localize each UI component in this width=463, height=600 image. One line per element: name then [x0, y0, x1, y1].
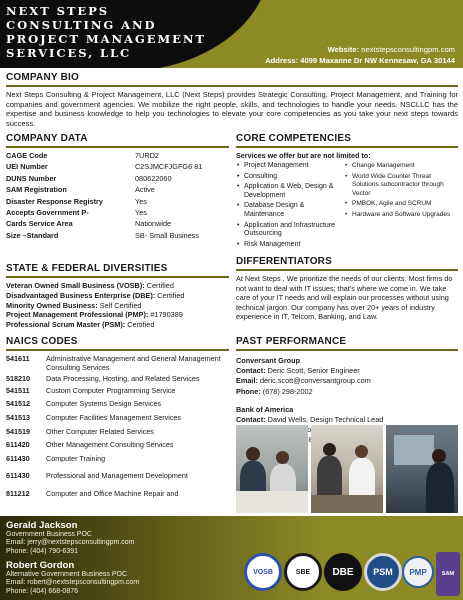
- diversity-value: Certified: [127, 320, 155, 330]
- company-data-row: [6, 150, 229, 161]
- past-performance-entry: [236, 356, 458, 397]
- data-value: SB- Small Business: [135, 230, 200, 240]
- presentation-screen: [394, 435, 434, 465]
- data-value: 080622060: [135, 173, 172, 183]
- person-body: [426, 463, 454, 513]
- contact-phone: (678) 298-2002: [262, 386, 313, 396]
- naics-code: 611430: [6, 471, 30, 481]
- naics-row: [6, 387, 229, 396]
- email-label: Email:: [236, 376, 258, 386]
- person-head: [432, 449, 446, 463]
- person-head: [276, 451, 289, 464]
- data-key: Cards Service Area: [6, 219, 73, 229]
- contact-name: Deric Scott, Senior Engineer: [267, 366, 360, 376]
- team-meeting-photo: [236, 425, 308, 513]
- diversity-value: #1790389: [150, 310, 183, 320]
- data-value: 7URD2: [135, 151, 159, 160]
- core-item: • World Wide Counter Threat Solutions subcontractor through Vector: [344, 173, 454, 199]
- data-value: Yes: [135, 208, 147, 218]
- diversity-value: Self Certified: [99, 300, 142, 310]
- core-competencies-title: CORE COMPETENCIES: [236, 133, 352, 144]
- company-data-row: [6, 173, 229, 184]
- core-item: • Hardware and Software Upgrades: [344, 211, 454, 220]
- naics-desc: Other Management Consulting Services: [46, 440, 174, 450]
- naics-title: NAICS CODES: [6, 336, 78, 347]
- company-name: NEXT STEPS CONSULTING AND PROJECT MANAGEMENT SERVICES, LLC: [6, 4, 206, 60]
- person-body: [349, 458, 375, 498]
- core-list-right: [344, 162, 454, 251]
- data-value: Nationwide: [135, 219, 172, 229]
- contact-label: Contact:: [236, 366, 266, 376]
- desk-surface: [236, 491, 308, 513]
- company-data-section: [6, 133, 229, 241]
- poc-email[interactable]: Email: jerry@nextstepsconsultingpm.com: [6, 539, 135, 547]
- core-item: • Project Management: [236, 162, 344, 171]
- naics-code: 611420: [6, 440, 30, 450]
- diversity-key: Disadvantaged Business Enterprise (DBE):: [6, 290, 156, 300]
- address-text: 4099 Maxanne Dr NW Kennesaw, GA 30144: [300, 56, 455, 65]
- sam-badge-icon: SAM: [436, 552, 460, 596]
- poc-alternate: [6, 560, 139, 596]
- company-bio-title: COMPANY BIO: [6, 72, 79, 83]
- client-name: Conversant Group: [236, 356, 301, 365]
- section-divider: [236, 349, 458, 351]
- data-key: Size –Standard: [6, 230, 59, 240]
- core-competencies-section: [236, 133, 458, 251]
- company-data-row: [6, 184, 229, 195]
- diversity-row: [6, 310, 229, 320]
- section-divider: [236, 146, 458, 148]
- header-contact: [265, 44, 455, 66]
- diversity-row: [6, 281, 229, 291]
- diversity-value: Certified: [157, 290, 185, 300]
- naics-code: 541512: [6, 399, 30, 409]
- naics-desc: Professional and Management Development: [46, 471, 188, 481]
- company-data-title: COMPANY DATA: [6, 133, 88, 144]
- naics-desc: Custom Computer Programming Service: [46, 385, 176, 395]
- data-key: Accepts Government P-: [6, 208, 89, 218]
- naics-desc: Administrative Management and General Management Consulting Services: [46, 354, 221, 372]
- naics-row: [6, 472, 229, 481]
- poc-role: Alternative Government Business POC: [6, 571, 127, 578]
- diversity-value: Certified: [146, 281, 174, 290]
- diversities-title: STATE & FEDERAL DIVERSITIES: [6, 263, 168, 274]
- core-item: • Database Design & Maintenance: [236, 202, 344, 219]
- poc-phone: Phone: (404) 790-6391: [6, 547, 78, 555]
- section-divider: [6, 146, 229, 148]
- data-key: UEI Number: [6, 162, 48, 172]
- core-item: • Application & Web, Design & Development: [236, 183, 344, 200]
- naics-code: 541519: [6, 426, 30, 436]
- data-key: DUNS Number: [6, 173, 57, 183]
- core-item: • Application and Infrastructure Outsourcing: [236, 222, 344, 239]
- naics-row: [6, 428, 229, 437]
- psm-badge-icon: PSM: [364, 553, 402, 591]
- data-value: Yes: [135, 196, 147, 206]
- header-banner: [0, 0, 463, 68]
- client-name: Bank of America: [236, 404, 294, 414]
- diversity-key: Project Management Professional (PMP):: [6, 310, 149, 320]
- diversity-key: Professional Scrum Master (PSM):: [6, 320, 126, 330]
- dbe-badge-icon: DBE: [324, 553, 362, 591]
- differentiators-section: [236, 256, 458, 322]
- naics-row: [6, 414, 229, 423]
- diversity-key: Veteran Owned Small Business (VOSB):: [6, 281, 145, 290]
- phone-label: Phone:: [236, 386, 261, 396]
- naics-code: 541511: [6, 385, 30, 395]
- contact-label: Contact:: [236, 415, 266, 425]
- address-label: Address:: [265, 56, 299, 65]
- diversity-row: [6, 320, 229, 330]
- data-key: SAM Registration: [6, 185, 67, 195]
- contact-email[interactable]: deric.scott@conversantgroup.com: [259, 376, 371, 386]
- poc-role: Government Business POC: [6, 531, 92, 538]
- naics-desc: Computer Facilities Management Services: [46, 412, 182, 422]
- diversity-row: [6, 291, 229, 301]
- naics-desc: Computer Systems Design Services: [46, 399, 162, 409]
- person-body: [317, 456, 342, 496]
- company-data-row: [6, 207, 229, 218]
- company-data-row: [6, 218, 229, 229]
- past-performance-title: PAST PERFORMANCE: [236, 336, 347, 347]
- office-collaboration-photo: [311, 425, 383, 513]
- naics-code: 518210: [6, 374, 30, 384]
- person-head: [355, 445, 368, 458]
- naics-row: [6, 355, 229, 372]
- desk-surface: [311, 495, 383, 513]
- naics-desc: Computer Training: [46, 453, 106, 463]
- company-data-row: [6, 230, 229, 241]
- person-head: [246, 447, 260, 461]
- diversity-key: Minority Owned Business:: [6, 300, 98, 310]
- company-bio-text: Next Steps Consulting & Project Management, LLC (Next Steps) provides Strategic Consulting, Project Management, and Training for companies and government agencies. We mobilize the right people, skills, and technologies to handle your needs. NSCLLC has the expertise and business knowledge to help you technologies to elevate your core competencies as you take your next steps towards success.: [6, 90, 458, 128]
- core-item: • Risk Management: [236, 241, 344, 250]
- differentiators-text: At Next Steps , We prioritize the needs of our clients. Most firms do not want to deal with IT issues; that's where we come in. We take care of your IT needs and will explain our processes without using technical jargon. Our company has over 20+ years of industry experience in IT, Telcom, Banking, and Law.: [236, 274, 453, 321]
- person-head: [323, 443, 336, 456]
- diversity-row: [6, 301, 229, 311]
- section-divider: [6, 276, 229, 278]
- naics-section: [6, 336, 229, 499]
- core-intro: Services we offer but are not limited to:: [236, 151, 371, 160]
- core-item: • PMBOK, Agile and SCRUM: [344, 200, 454, 209]
- differentiators-title: DIFFERENTIATORS: [236, 256, 332, 267]
- naics-row: [6, 490, 229, 499]
- poc-email[interactable]: Email: robert@nextstepsconsultingpm.com: [6, 579, 140, 587]
- poc-name: Gerald Jackson: [6, 520, 78, 531]
- poc-primary: [6, 520, 135, 556]
- company-bio-section: [6, 72, 458, 128]
- naics-row: [6, 400, 229, 409]
- data-key: Disaster Response Registry: [6, 196, 103, 206]
- naics-row: [6, 455, 229, 464]
- company-data-row: [6, 196, 229, 207]
- poc-phone: Phone: (404) 668-0876: [6, 587, 78, 595]
- naics-code: 611430: [6, 453, 30, 463]
- sbe-badge-icon: SBE: [284, 553, 322, 591]
- vosb-badge-icon: VOSB: [244, 553, 282, 591]
- contact-name: David Wells, Design Technical Lead: [267, 415, 384, 425]
- section-divider: [6, 85, 458, 87]
- naics-row: [6, 441, 229, 450]
- naics-desc: Computer and Office Machine Repair and: [46, 488, 179, 498]
- data-value: C2SJMCFJGFG6 81: [135, 162, 203, 172]
- company-data-row: [6, 161, 229, 172]
- website-label: Website:: [327, 45, 360, 54]
- core-item: • Consulting: [236, 173, 344, 182]
- naics-code: 541513: [6, 412, 30, 422]
- naics-code: 541611: [6, 354, 30, 363]
- core-item: • Change Management: [344, 162, 454, 171]
- naics-code: 811212: [6, 488, 30, 498]
- section-divider: [236, 269, 458, 271]
- data-key: CAGE Code: [6, 151, 48, 160]
- pmp-badge-icon: PMP: [402, 556, 434, 588]
- footer-band: [0, 516, 463, 600]
- website-link[interactable]: nextstepsconsultingpm.com: [361, 45, 455, 54]
- naics-row: [6, 375, 229, 384]
- poc-name: Robert Gordon: [6, 560, 75, 571]
- presenter-photo: [386, 425, 458, 513]
- diversities-section: [6, 263, 229, 330]
- naics-desc: Other Computer Related Services: [46, 426, 154, 436]
- naics-desc: Data Processing, Hosting, and Related Services: [46, 374, 200, 384]
- section-divider: [6, 349, 229, 351]
- core-list-left: [236, 162, 344, 251]
- data-value: Active: [135, 185, 155, 195]
